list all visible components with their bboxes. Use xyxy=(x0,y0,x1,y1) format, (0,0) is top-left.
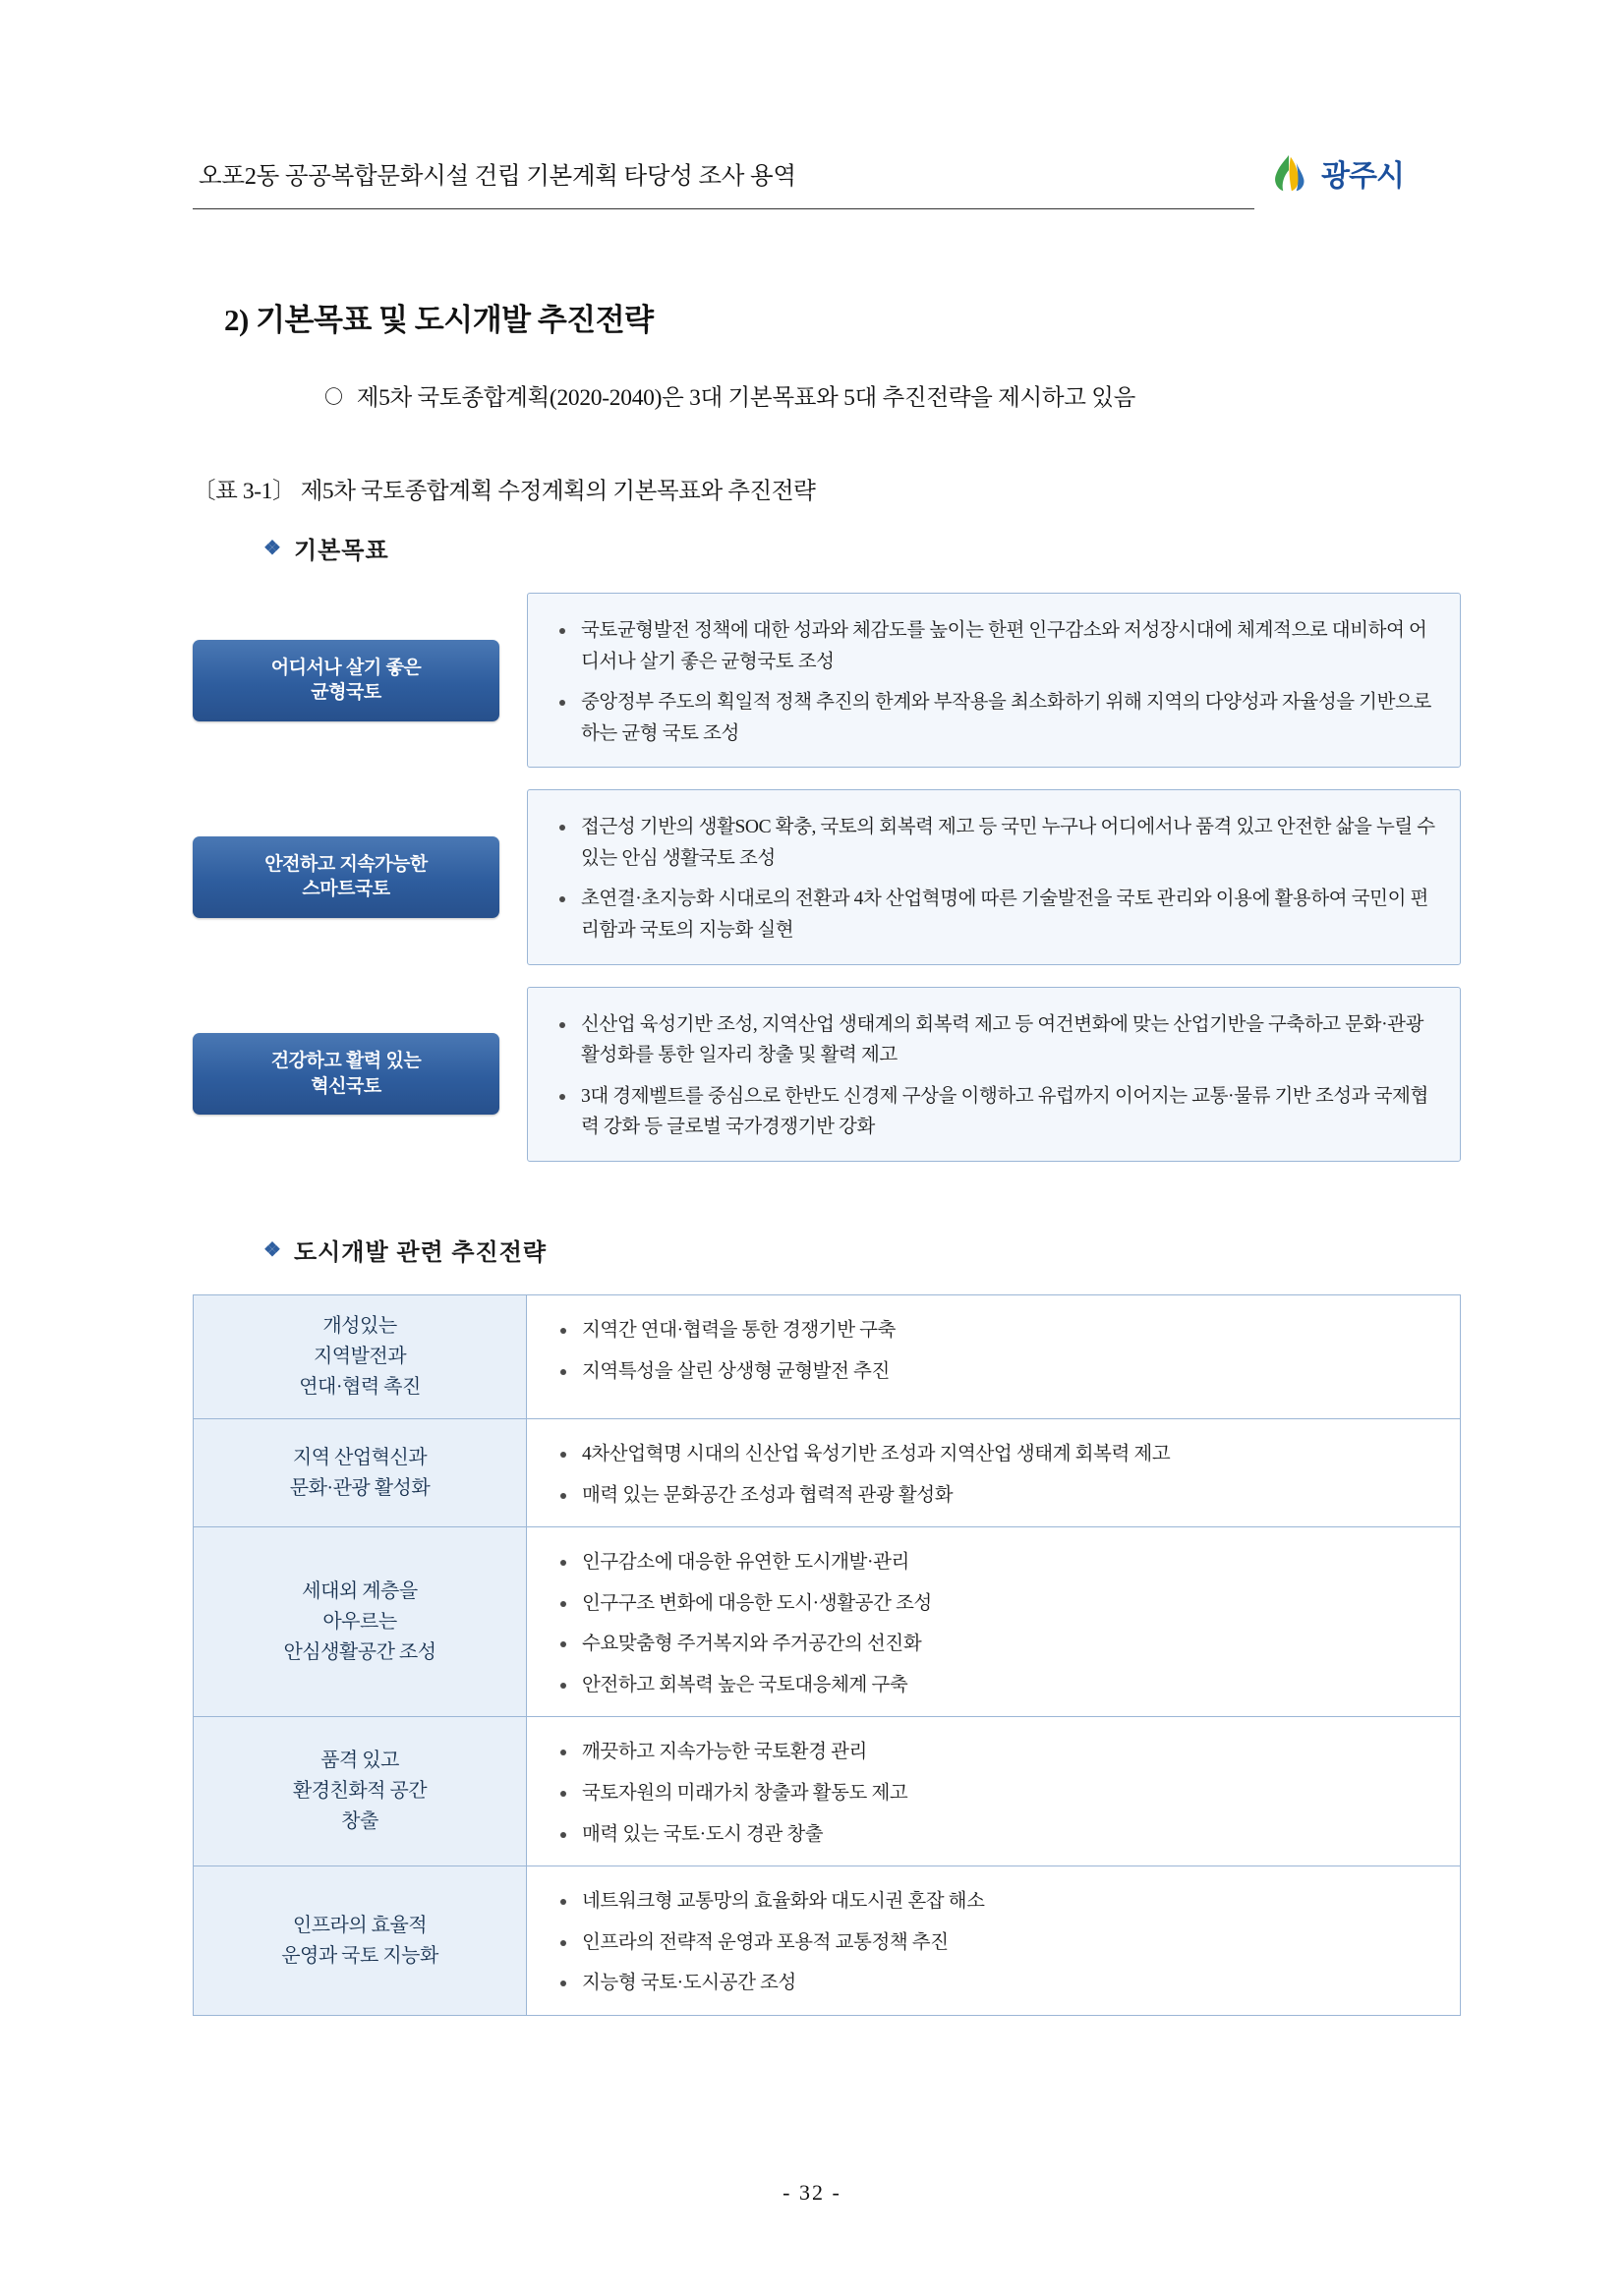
strategy-item: 안전하고 회복력 높은 국토대응체계 구축 xyxy=(552,1670,1438,1701)
goal-row xyxy=(193,789,1461,964)
section-heading: 2) 기본목표 및 도시개발 추진전략 xyxy=(224,303,654,337)
strategy-key xyxy=(194,1295,527,1418)
strategy-key xyxy=(194,1717,527,1866)
goal-label xyxy=(193,640,499,721)
goals-group-title xyxy=(263,531,1461,565)
goal-item: 접근성 기반의 생활SOC 확충, 국토의 회복력 제고 등 국민 누구나 어디에서나 품격 있고 안전한 삶을 누릴 수 있는 안심 생활국토 조성 xyxy=(551,812,1438,874)
goal-content xyxy=(527,593,1461,768)
strategy-row xyxy=(194,1295,1460,1419)
strategy-key xyxy=(194,1527,527,1716)
strategy-key-line3: 안심생활공간 조성 xyxy=(283,1640,436,1663)
strategy-key-line2: 운영과 국토 지능화 xyxy=(281,1944,438,1967)
strategy-row xyxy=(194,1419,1460,1527)
strategy-key-line2: 아우르는 xyxy=(322,1610,397,1633)
strategy-row xyxy=(194,1527,1460,1717)
logo-text: 광주시 xyxy=(1321,160,1404,193)
goals-list xyxy=(193,593,1461,1162)
strategy-item: 4차산업혁명 시대의 신산업 육성기반 조성과 지역산업 생태계 회복력 제고 xyxy=(552,1439,1438,1470)
strategy-content xyxy=(527,1717,1460,1866)
goal-label-line1: 안전하고 지속가능한 xyxy=(264,853,428,875)
goal-label xyxy=(193,1033,499,1115)
city-emblem-icon xyxy=(1266,151,1311,197)
strategy-content xyxy=(527,1295,1460,1418)
strategy-item: 수요맞춤형 주거복지와 주거공간의 선진화 xyxy=(552,1629,1438,1660)
strategy-key-line1: 지역 산업혁신과 xyxy=(292,1446,428,1468)
goal-item: 초연결·초지능화 시대로의 전환과 4차 산업혁명에 따른 기술발전을 국토 관리와 이용에 활용하여 국민이 편리함과 국토의 지능화 실현 xyxy=(551,884,1438,946)
goal-label-line1: 어디서나 살기 좋은 xyxy=(270,657,422,678)
strategy-item: 매력 있는 문화공간 조성과 협력적 관광 활성화 xyxy=(552,1480,1438,1512)
strategy-item: 국토자원의 미래가치 창출과 활동도 제고 xyxy=(552,1778,1438,1809)
strategy-item: 지능형 국토·도시공간 조성 xyxy=(552,1968,1438,1999)
strategy-key-line1: 품격 있고 xyxy=(320,1750,399,1772)
goal-content xyxy=(527,789,1461,964)
bullet-symbol: 〇 xyxy=(324,387,343,408)
strategies-title-text: 도시개발 관련 추진전략 xyxy=(293,1238,548,1266)
goal-item: 중앙정부 주도의 획일적 정책 추진의 한계와 부작용을 최소화하기 위해 지역의 다양성과 자율성을 기반으로 하는 균형 국토 조성 xyxy=(551,687,1438,749)
strategy-key-line1: 인프라의 효율적 xyxy=(292,1914,428,1936)
strategy-item: 네트워크형 교통망의 효율화와 대도시권 혼잡 해소 xyxy=(552,1886,1438,1918)
strategy-item: 지역간 연대·협력을 통한 경쟁기반 구축 xyxy=(552,1315,1438,1347)
diamond-icon: ❖ xyxy=(263,538,282,559)
strategy-row xyxy=(194,1866,1460,2016)
goals-title-text: 기본목표 xyxy=(293,538,389,564)
goal-label-line2: 혁신국토 xyxy=(311,1075,381,1097)
goal-row xyxy=(193,593,1461,768)
goal-content xyxy=(527,987,1461,1162)
strategies-group-title xyxy=(263,1233,1461,1267)
diamond-icon: ❖ xyxy=(263,1238,282,1261)
strategy-item: 깨끗하고 지속가능한 국토환경 관리 xyxy=(552,1737,1438,1768)
strategy-key-line2: 지역발전과 xyxy=(313,1345,407,1367)
header-title: 오포2동 공공복합문화시설 건립 기본계획 타당성 조사 용역 xyxy=(199,163,796,190)
gwangju-city-logo xyxy=(1237,144,1423,206)
strategy-key xyxy=(194,1866,527,2015)
goal-item: 국토균형발전 정책에 대한 성과와 체감도를 높이는 한편 인구감소와 저성장시대에 체계적으로 대비하여 어디서나 살기 좋은 균형국토 조성 xyxy=(551,615,1438,677)
strategy-key-line2: 문화·관광 활성화 xyxy=(289,1476,431,1499)
figure-block xyxy=(193,531,1461,2016)
strategy-row xyxy=(194,1717,1460,1866)
goal-label-line1: 건강하고 활력 있는 xyxy=(270,1051,422,1072)
strategy-item: 인프라의 전략적 운영과 포용적 교통정책 추진 xyxy=(552,1927,1438,1959)
strategy-key-line3: 연대·협력 촉진 xyxy=(299,1375,421,1398)
strategy-key-line3: 창출 xyxy=(341,1810,378,1833)
strategy-item: 매력 있는 국토·도시 경관 창출 xyxy=(552,1819,1438,1851)
strategy-content xyxy=(527,1866,1460,2015)
strategy-key-line1: 개성있는 xyxy=(322,1314,397,1337)
page-number: - 32 - xyxy=(783,2180,841,2205)
strategy-content xyxy=(527,1527,1460,1716)
section-bullet xyxy=(324,378,1135,412)
strategy-content xyxy=(527,1419,1460,1526)
goal-item: 신산업 육성기반 조성, 지역산업 생태계의 회복력 제고 등 여건변화에 맞는 산업기반을 구축하고 문화·관광 활성화를 통한 일자리 창출 및 활력 제고 xyxy=(551,1009,1438,1071)
strategy-key-line2: 환경친화적 공간 xyxy=(292,1780,428,1803)
strategy-item: 인구감소에 대응한 유연한 도시개발·관리 xyxy=(552,1547,1438,1578)
bullet-text: 제5차 국토종합계획(2020-2040)은 3대 기본목표와 5대 추진전략을 제시하고 있음 xyxy=(356,385,1136,411)
strategy-item: 인구구조 변화에 대응한 도시·생활공간 조성 xyxy=(552,1588,1438,1620)
goal-row xyxy=(193,987,1461,1162)
strategy-key xyxy=(194,1419,527,1526)
page-header xyxy=(193,147,1433,216)
goal-item: 3대 경제벨트를 중심으로 한반도 신경제 구상을 이행하고 유럽까지 이어지는 교통·물류 기반 조성과 국제협력 강화 등 글로벌 국가경쟁기반 강화 xyxy=(551,1081,1438,1143)
table-caption: 〔표 3-1〕 제5차 국토종합계획 수정계획의 기본목표와 추진전략 xyxy=(193,479,816,504)
strategy-item: 지역특성을 살린 상생형 균형발전 추진 xyxy=(552,1356,1438,1388)
goal-label-line2: 스마트국토 xyxy=(302,879,390,900)
strategy-key-line1: 세대외 계층을 xyxy=(302,1579,418,1602)
goal-label-line2: 균형국토 xyxy=(311,682,381,704)
goal-label xyxy=(193,836,499,918)
header-divider xyxy=(193,208,1254,209)
strategies-table xyxy=(193,1294,1461,2016)
